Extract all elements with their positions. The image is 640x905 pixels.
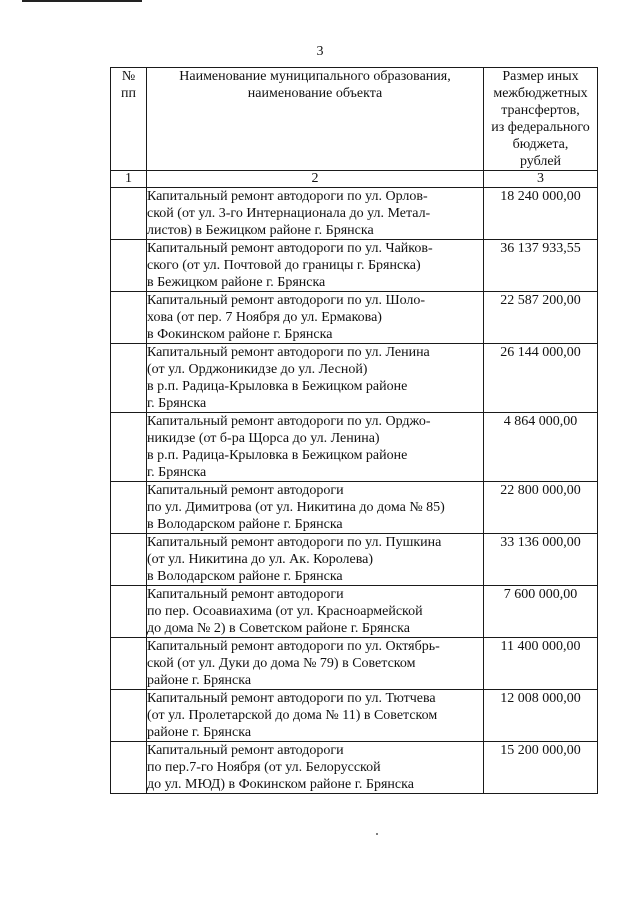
row-number-cell <box>111 742 147 794</box>
amount-cell: 26 144 000,00 <box>484 344 598 413</box>
top-rule <box>22 0 142 2</box>
header-number-line: № <box>121 69 136 84</box>
table-row <box>111 638 598 690</box>
table-row <box>111 240 598 292</box>
object-name-line: Капитальный ремонт автодороги по ул. Орджо- <box>147 414 431 429</box>
object-name-line: г. Брянска <box>147 465 207 480</box>
header-amount-line: бюджета, <box>512 137 569 152</box>
object-name-cell <box>147 240 484 292</box>
amount-cell: 33 136 000,00 <box>484 534 598 586</box>
header-name-line: Наименование муниципального образования, <box>179 69 451 84</box>
row-number-cell <box>111 638 147 690</box>
row-number-cell <box>111 413 147 482</box>
amount-cell: 7 600 000,00 <box>484 586 598 638</box>
object-name-line: Капитальный ремонт автодороги <box>147 483 344 498</box>
amount-cell: 22 587 200,00 <box>484 292 598 344</box>
table-row <box>111 188 598 240</box>
object-name-line: Капитальный ремонт автодороги по ул. Чайков- <box>147 241 433 256</box>
amount-cell: 11 400 000,00 <box>484 638 598 690</box>
object-name-line: ского (от ул. Почтовой до границы г. Брянска) <box>147 258 421 273</box>
header-amount-line: межбюджетных <box>493 86 588 101</box>
object-name-line: по пер. Осоавиахима (от ул. Красноармейской <box>147 604 423 619</box>
row-number-cell <box>111 482 147 534</box>
header-amount <box>484 68 598 171</box>
header-amount-line: трансфертов, <box>501 103 580 118</box>
row-number-cell <box>111 586 147 638</box>
column-number: 3 <box>484 171 598 188</box>
amount-cell: 18 240 000,00 <box>484 188 598 240</box>
object-name-line: в Володарском районе г. Брянска <box>147 569 343 584</box>
object-name-cell <box>147 742 484 794</box>
scan-speck <box>376 833 378 835</box>
amount-cell: 12 008 000,00 <box>484 690 598 742</box>
object-name-cell <box>147 344 484 413</box>
object-name-cell <box>147 188 484 240</box>
object-name-line: до ул. МЮД) в Фокинском районе г. Брянска <box>147 777 414 792</box>
object-name-cell <box>147 482 484 534</box>
object-name-cell <box>147 586 484 638</box>
object-name-line: хова (от пер. 7 Ноября до ул. Ермакова) <box>147 310 382 325</box>
header-name-line: наименование объекта <box>247 86 383 101</box>
object-name-line: Капитальный ремонт автодороги по ул. Тютчева <box>147 691 436 706</box>
row-number-cell <box>111 534 147 586</box>
header-number-line: пп <box>121 86 136 101</box>
table-row <box>111 586 598 638</box>
object-name-line: (от ул. Пролетарской до дома № 11) в Советском <box>147 708 438 723</box>
amount-cell: 15 200 000,00 <box>484 742 598 794</box>
object-name-cell <box>147 292 484 344</box>
object-name-line: Капитальный ремонт автодороги <box>147 587 344 602</box>
table-body <box>111 188 598 794</box>
row-number-cell <box>111 292 147 344</box>
header-name <box>147 68 484 171</box>
object-name-line: ской (от ул. Дуки до дома № 79) в Советском <box>147 656 416 671</box>
amount-cell: 22 800 000,00 <box>484 482 598 534</box>
object-name-line: Капитальный ремонт автодороги по ул. Шоло- <box>147 293 426 308</box>
table-header-row <box>111 68 598 171</box>
page-number: 3 <box>316 44 324 59</box>
object-name-cell <box>147 638 484 690</box>
object-name-line: (от ул. Орджоникидзе до ул. Лесной) <box>147 362 368 377</box>
row-number-cell <box>111 344 147 413</box>
row-number-cell <box>111 240 147 292</box>
column-number: 2 <box>147 171 484 188</box>
object-name-line: районе г. Брянска <box>147 725 252 740</box>
object-name-line: ской (от ул. 3-го Интернационала до ул. Метал- <box>147 206 431 221</box>
object-name-line: в Володарском районе г. Брянска <box>147 517 343 532</box>
object-name-line: г. Брянска <box>147 396 207 411</box>
amount-cell: 4 864 000,00 <box>484 413 598 482</box>
object-name-line: Капитальный ремонт автодороги по ул. Ленина <box>147 345 430 360</box>
object-name-cell <box>147 413 484 482</box>
object-name-line: Капитальный ремонт автодороги по ул. Октябрь- <box>147 639 440 654</box>
table-row <box>111 413 598 482</box>
object-name-line: до дома № 2) в Советском районе г. Брянска <box>147 621 410 636</box>
object-name-line: Капитальный ремонт автодороги по ул. Пушкина <box>147 535 442 550</box>
table-row <box>111 742 598 794</box>
object-name-line: Капитальный ремонт автодороги по ул. Орлов- <box>147 189 428 204</box>
object-name-line: листов) в Бежицком районе г. Брянска <box>147 223 374 238</box>
row-number-cell <box>111 690 147 742</box>
object-name-line: по ул. Димитрова (от ул. Никитина до дома № 85) <box>147 500 445 515</box>
object-name-cell <box>147 534 484 586</box>
object-name-line: по пер.7-го Ноября (от ул. Белорусской <box>147 760 381 775</box>
header-amount-line: Размер иных <box>502 69 579 84</box>
table-row <box>111 292 598 344</box>
object-name-line: в Фокинском районе г. Брянска <box>147 327 333 342</box>
object-name-cell <box>147 690 484 742</box>
object-name-line: районе г. Брянска <box>147 673 252 688</box>
object-name-line: Капитальный ремонт автодороги <box>147 743 344 758</box>
object-name-line: в р.п. Радица-Крыловка в Бежицком районе <box>147 448 408 463</box>
table-row <box>111 482 598 534</box>
header-amount-line: из федерального <box>491 120 590 135</box>
header-number <box>111 68 147 171</box>
header-amount-line: рублей <box>519 154 562 169</box>
table-row <box>111 344 598 413</box>
object-name-line: в р.п. Радица-Крыловка в Бежицком районе <box>147 379 408 394</box>
object-name-line: в Бежицком районе г. Брянска <box>147 275 326 290</box>
column-numbers-row <box>111 171 598 188</box>
table-row <box>111 534 598 586</box>
object-name-line: (от ул. Никитина до ул. Ак. Королева) <box>147 552 374 567</box>
transfers-table <box>110 67 598 794</box>
row-number-cell <box>111 188 147 240</box>
table-row <box>111 690 598 742</box>
object-name-line: никидзе (от б-ра Щорса до ул. Ленина) <box>147 431 380 446</box>
amount-cell: 36 137 933,55 <box>484 240 598 292</box>
column-number: 1 <box>111 171 147 188</box>
